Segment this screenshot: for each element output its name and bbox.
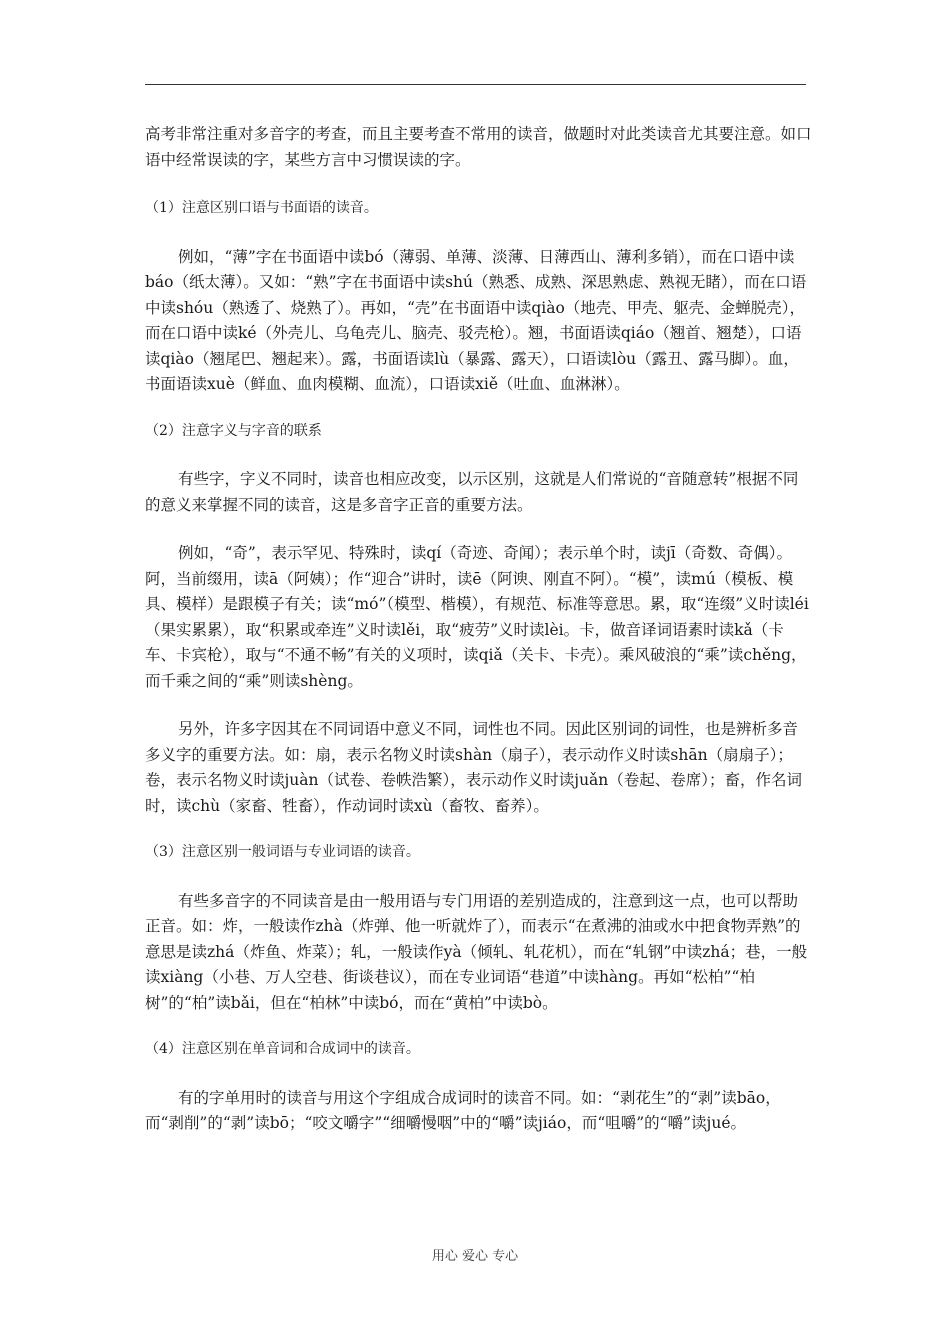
section-3-paragraph-1: 有些多音字的不同读音是由一般用语与专门用语的差别造成的，注意到这一点，也可以帮助正音。如：炸，一般读作zhà（炸弹、他一听就炸了），而表示“在煮沸的油或水中把食物弄熟”的意思是读zhá（炸鱼、炸菜）；轧，一般读作yà（倾轧、轧花机），而在“轧钢”中读zhá；巷，一般读xiàng（小巷、万人空巷、街谈巷议），而在专业词语“巷道”中读hàng。再如“松柏”“柏树”的“柏”读bǎi，但在“柏林”中读bó，而在“黄柏”中读bò。 <box>145 891 808 1012</box>
header-rule <box>145 84 806 85</box>
section-4-paragraph-1: 有的字单用时的读音与用这个字组成合成词时的读音不同。如：“剥花生”的“剥”读bāo，而“剥削”的“剥”读bō；“咬文嚼字”“细嚼慢咽”中的“嚼”读jiáo，而“咀嚼”的“嚼”读jué。 <box>145 1088 781 1132</box>
section-heading-1: （1）注意区别口语与书面语的读音。 <box>145 200 378 216</box>
section-2-paragraph-2: 例如，“奇”，表示罕见、特殊时，读qí（奇迹、奇闻）；表示单个时，读jī（奇数、奇偶）。阿，当前缀用，读ā（阿姨）；作“迎合”讲时，读ē（阿谀、刚直不阿）。“模”，读mú（模板、模具、模样）是跟模子有关；读“mó”（模型、楷模），有规范、标准等意思。累，取“连缀”义时读léi（果实累累），取“积累或牵连”义时读lěi，取“疲劳”义时读lèi。卡，做音译词语素时读kǎ（卡车、卡宾枪），取与“不通不畅”有关的义项时，读qiǎ（关卡、卡壳）。乘风破浪的“乘”读chěng，而千乘之间的“乘”则读shèng。 <box>145 544 809 690</box>
intro-paragraph: 高考非常注重对多音字的考查，而且主要考查不常用的读音，做题时对此类读音尤其要注意。如口语中经常误读的字，某些方言中习惯误读的字。 <box>145 125 812 169</box>
section-2-paragraph-3: 另外，许多字因其在不同词语中意义不同，词性也不同。因此区别词的词性，也是辨析多音多义字的重要方法。如：扇，表示名物义时读shàn（扇子），表示动作义时读shān（扇扇子）；卷，表示名物义时读juàn（试卷、卷帙浩繁），表示动作义时读juǎn（卷起、卷席）；畜，作名词时，读chù（家畜、牲畜），作动词时读xù（畜牧、畜养）。 <box>145 720 803 815</box>
document-body <box>145 122 813 1137</box>
page-footer: 用心 爱心 专心 <box>431 1249 519 1264</box>
section-heading-3: （3）注意区别一般词语与专业词语的读音。 <box>145 844 420 860</box>
section-heading-2: （2）注意字义与字音的联系 <box>145 422 322 439</box>
section-1-paragraph-1: 例如，“薄”字在书面语中读bó（薄弱、单薄、淡薄、日薄西山、薄利多销），而在口语中读báo（纸太薄）。又如：“熟”字在书面语中读shú（熟悉、成熟、深思熟虑、熟视无睹），而在口语中读shóu（熟透了、烧熟了）。再如，“壳”在书面语中读qiào（地壳、甲壳、躯壳、金蝉脱壳），而在口语中读ké（外壳儿、乌龟壳儿、脑壳、驳壳枪）。翘，书面语读qiáo（翘首、翘楚），口语读qiào（翘尾巴、翘起来）。露，书面语读lù（暴露、露天），口语读lòu（露丑、露马脚）。血，书面语读xuè（鲜血、血肉模糊、血流），口语读xiě（吐血、血淋淋）。 <box>145 247 807 393</box>
section-2-paragraph-1: 有些字，字义不同时，读音也相应改变，以示区别，这就是人们常说的“音随意转”根据不同的意义来掌握不同的读音，这是多音字正音的重要方法。 <box>145 470 799 514</box>
section-heading-4: （4）注意区别在单音词和合成词中的读音。 <box>145 1041 420 1057</box>
